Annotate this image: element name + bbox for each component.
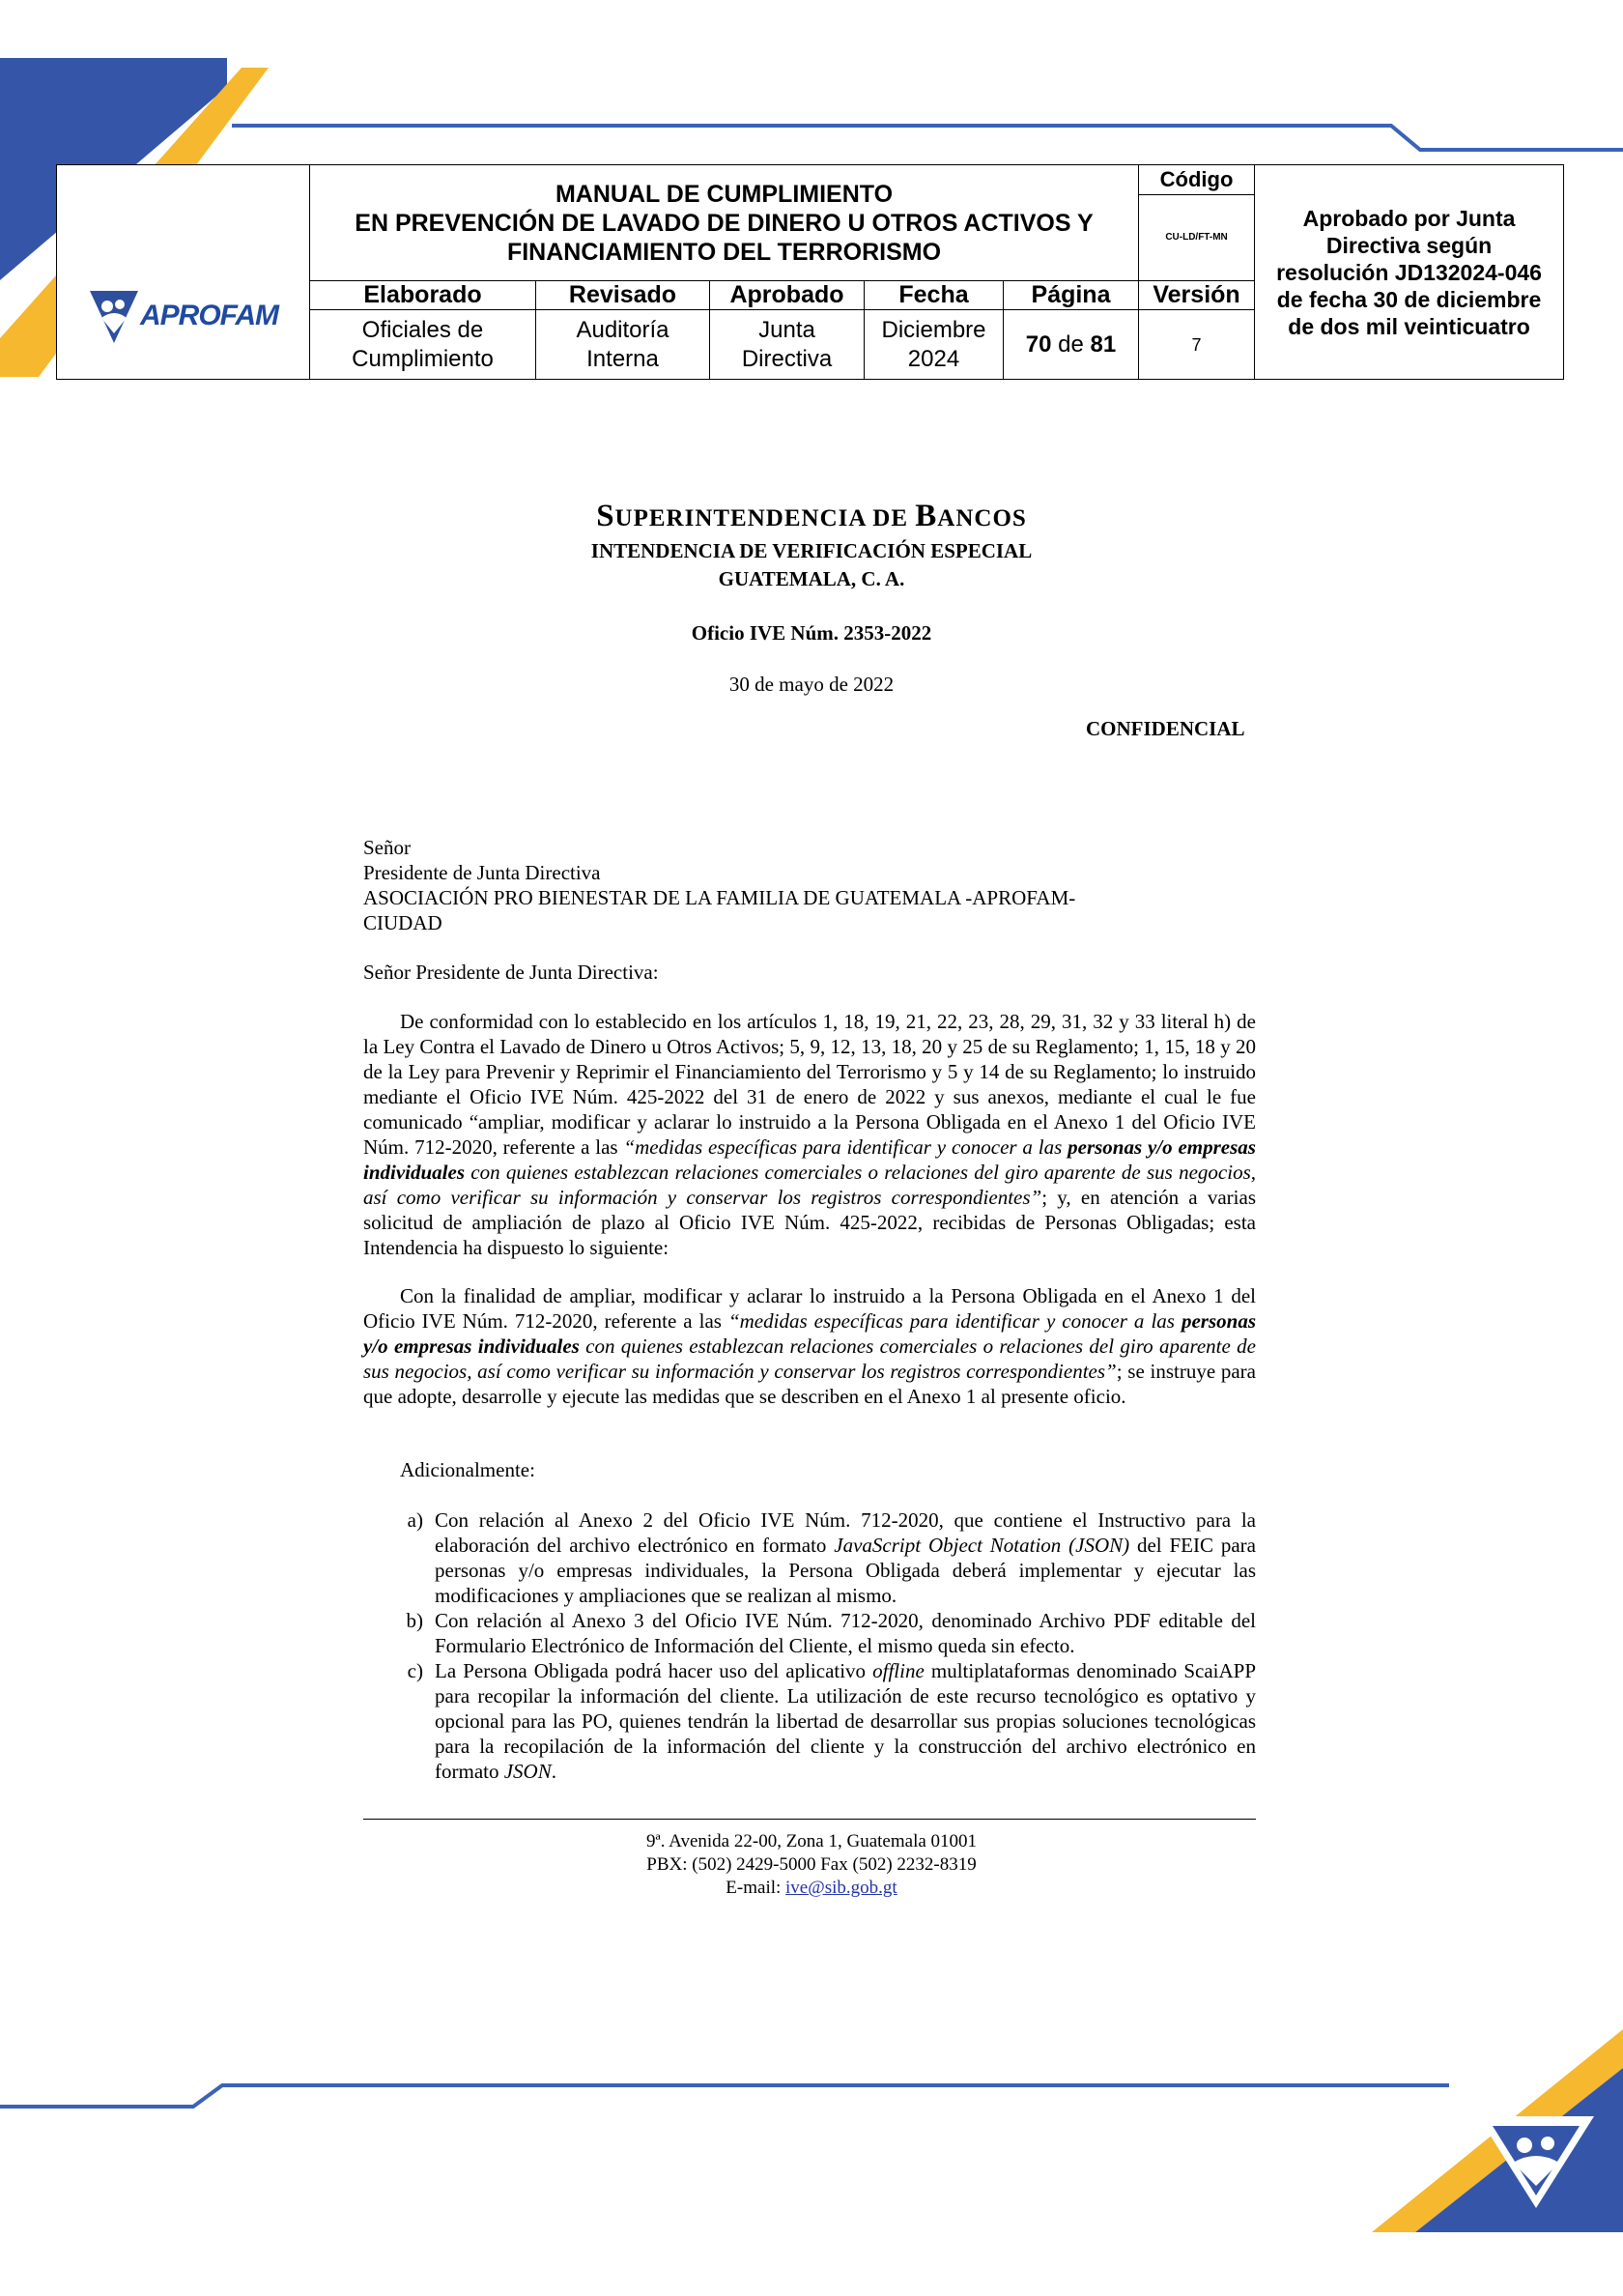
list-text-c [435, 1658, 1256, 1784]
p1-text-a: De conformidad con lo establecido en los artículos 1, 18, 19, 21, 22, 23, 28, 29, 31, 32 y 33 literal h) de la Ley Contra el Lavado de Dinero u Otros Activos; 5, 9, 12, 13, 18, 20 y 25 de su Reglamento; 1, 15, 18 y 20 de la Ley para Prevenir y Reprimir el Financiamiento del Terrorismo y 5 y 14 de su Reglamento; lo instruido mediante el Oficio IVE Núm. 425-2022 del 31 de enero de 2022 y sus anexos, mediante el cual le fue comunicado “ampliar, modificar y aclarar lo instruido a la Persona Obligada en el Anexo 1 del Oficio IVE Núm. 712-2020, referente a las [363, 1010, 1256, 1159]
org-text-2: ANCOS [937, 505, 1027, 531]
p1-italic-2: con quienes establezcan relaciones comerciales o relaciones del giro aparente de sus negocios, así como verificar su información y conservar los registros correspondientes” [363, 1161, 1256, 1209]
manual-title-line2: EN PREVENCIÓN DE LAVADO DE DINERO U OTROS ACTIVOS Y [355, 209, 1094, 237]
letter-footer-rule [363, 1819, 1256, 1820]
list-item [363, 1608, 1256, 1658]
page-separator: de [1058, 330, 1084, 358]
col-header-pagina: Página [1004, 281, 1139, 310]
col-header-revisado: Revisado [536, 281, 710, 310]
page-total: 81 [1090, 330, 1117, 358]
list-item [363, 1658, 1256, 1784]
address-line-3: ASOCIACIÓN PRO BIENESTAR DE LA FAMILIA DE GUATEMALA -APROFAM- [363, 886, 1076, 909]
page-number [1004, 310, 1139, 380]
p2-italic-1: “medidas específicas para identificar y conocer a las [727, 1309, 1182, 1333]
letter-date: 30 de mayo de 2022 [728, 673, 895, 696]
fecha-line2: 2024 [907, 345, 960, 372]
confidential-label: CONFIDENCIAL [1086, 717, 1245, 740]
footer-blue-line [0, 2085, 1449, 2107]
elaborado-value [310, 310, 536, 380]
manual-title-line3: FINANCIAMIENTO DEL TERRORISMO [506, 238, 942, 266]
elaborado-line2: Cumplimiento [352, 345, 494, 372]
p2-text-b: ; se instruye para que adopte, desarrolle y ejecute las medidas que se describen en el Anexo 1 al presente oficio. [363, 1360, 1256, 1408]
org-initial-s: S [596, 499, 615, 533]
approval-note-line3: resolución JD132024-046 [1276, 259, 1542, 285]
col-header-elaborado: Elaborado [310, 281, 536, 310]
code-cell [1139, 165, 1255, 281]
p1-bold-italic: personas y/o empresas individuales [363, 1135, 1256, 1184]
footer-email-line [0, 1877, 1623, 1900]
fecha-line1: Diciembre [881, 316, 986, 343]
code-value: CU-LD/FT-MN [1165, 232, 1228, 243]
header-blue-line [232, 126, 1623, 150]
item-c-text-1: La Persona Obligada podrá hacer uso del aplicativo [435, 1659, 873, 1682]
letter-subheading-1: INTENDENCIA DE VERIFICACIÓN ESPECIAL [590, 539, 1033, 562]
elaborado-line1: Oficiales de [361, 316, 484, 343]
list-marker-a: a) [407, 1508, 423, 1532]
page-current: 70 [1025, 330, 1052, 358]
p1-italic-1: “medidas específicas para identificar y conocer a las [623, 1135, 1068, 1159]
approval-note-line2: Directiva según [1325, 232, 1493, 258]
item-c-text-2: multiplataformas denominado ScaiAPP para recopilar la información del cliente. La utilización de este recurso tecnológico es optativo y opcional para las PO, quienes tendrán la libertad de desarrollar sus propias soluciones tecnológicas para la recopilación de la información del cliente y la construcción del archivo electrónico en formato [435, 1659, 1256, 1783]
col-header-version: Versión [1139, 281, 1255, 310]
address-line-2: Presidente de Junta Directiva [363, 861, 601, 884]
manual-title-cell [310, 165, 1139, 281]
col-header-fecha: Fecha [865, 281, 1004, 310]
aprobado-line1: Junta [758, 316, 815, 343]
approval-note-line1: Aprobado por Junta [1302, 205, 1516, 231]
footer-email-label: E-mail: [726, 1878, 786, 1898]
item-a-text-2: del FEIC para personas y/o empresas individuales, la Persona Obligada deberá implementar y ejecutar las modificaciones y ampliaciones que se realizan al mismo. [435, 1534, 1256, 1607]
item-c-italic-2: JSON [503, 1760, 552, 1783]
list-item [363, 1507, 1256, 1608]
approval-note-line4: de fecha 30 de diciembre [1276, 286, 1542, 312]
p1-text-b: ; y, en atención a varias solicitud de ampliación de plazo al Oficio IVE Núm. 425-2022, recibidas de Personas Obligadas; esta Intendencia ha dispuesto lo siguiente: [363, 1186, 1256, 1259]
footer-address: 9ª. Avenida 22-00, Zona 1, Guatemala 01001 [645, 1831, 978, 1851]
col-header-aprobado: Aprobado [710, 281, 865, 310]
p2-text-a: Con la finalidad de ampliar, modificar y aclarar lo instruido a la Persona Obligada en el Anexo 1 del Oficio IVE Núm. 712-2020, referente a las [363, 1284, 1256, 1333]
salutation: Señor Presidente de Junta Directiva: [363, 961, 659, 984]
footer-email-link[interactable]: ive@sib.gob.gt [785, 1878, 897, 1898]
list-text-b: Con relación al Anexo 3 del Oficio IVE Núm. 712-2020, denominado Archivo PDF editable del Formulario Electrónico de Información del Cliente, el mismo queda sin efecto. [435, 1609, 1256, 1657]
approval-note-line5: de dos mil veinticuatro [1288, 313, 1530, 339]
item-c-italic-1: offline [872, 1659, 925, 1682]
letter-subheading-2: GUATEMALA, C. A. [718, 567, 905, 590]
logo-cell [57, 165, 310, 380]
footer-phones: PBX: (502) 2429-5000 Fax (502) 2232-8319 [646, 1854, 977, 1875]
letter-oficio-number: Oficio IVE Núm. 2353-2022 [691, 621, 932, 645]
item-a-text-1: Con relación al Anexo 2 del Oficio IVE Núm. 712-2020, que contiene el Instructivo para la elaboración del archivo electrónico en formato [435, 1508, 1256, 1557]
revisado-line2: Interna [586, 345, 659, 372]
org-initial-b: B [915, 499, 938, 533]
code-label: Código [1139, 165, 1254, 195]
item-a-italic: JavaScript Object Notation (JSON) [834, 1534, 1130, 1557]
aprobado-line2: Directiva [741, 345, 833, 372]
revisado-line1: Auditoría [576, 316, 669, 343]
revisado-value [536, 310, 710, 380]
p2-italic-2: con quienes establezcan relaciones comerciales o relaciones del giro aparente de sus negocios, así como verificar su información y conservar los registros correspondientes” [363, 1335, 1256, 1383]
fecha-value [865, 310, 1004, 380]
approval-note-cell [1255, 165, 1564, 380]
list-marker-c: c) [407, 1659, 423, 1682]
body-paragraph-2 [363, 1283, 1256, 1409]
item-c-text-3: . [551, 1760, 556, 1783]
address-line-1: Señor [363, 836, 411, 859]
instruction-list [363, 1507, 1256, 1784]
address-line-4: CIUDAD [363, 911, 442, 934]
letter-org-name [0, 499, 1623, 534]
aprobado-value [710, 310, 865, 380]
version-value: 7 [1139, 310, 1255, 380]
manual-title-line1: MANUAL DE CUMPLIMIENTO [555, 180, 894, 208]
list-marker-b: b) [406, 1609, 423, 1632]
additionally-label: Adicionalmente: [400, 1458, 535, 1481]
body-paragraph-1 [363, 1009, 1256, 1260]
list-text-a [435, 1507, 1256, 1608]
logo-wordmark: APROFAM [140, 299, 278, 331]
aprofam-logo-icon [88, 287, 140, 345]
p2-bold-italic: personas y/o empresas individuales [363, 1309, 1256, 1358]
bottom-decoration [0, 2010, 1623, 2296]
document-header-table [56, 164, 1564, 380]
org-text-1: UPERINTENDENCIA DE [614, 505, 916, 531]
